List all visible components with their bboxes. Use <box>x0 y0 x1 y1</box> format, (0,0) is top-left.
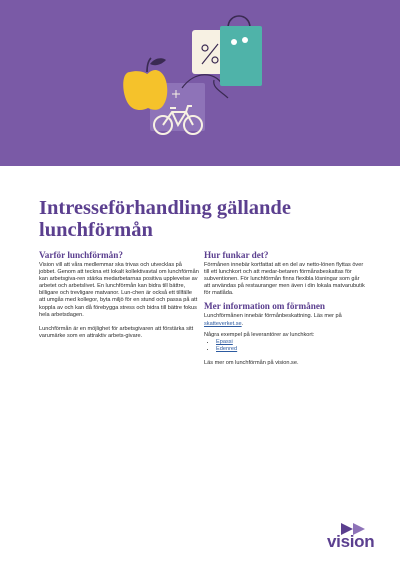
right-column <box>204 250 367 367</box>
more-info-paragraph <box>204 313 367 327</box>
section-heading-how: Hur funkar det? <box>204 250 269 260</box>
skatteverket-link[interactable]: skatteverket.se <box>204 320 242 327</box>
why-paragraph-2: Lunchförmån är en möjlighet för arbetsgivaren att förstärka sitt varumärke som en attraktiv arbets-givare. <box>39 325 194 339</box>
read-more-text: Läs mer om lunchförmån på vision.se. <box>204 359 299 366</box>
epassi-link[interactable]: Epassi <box>216 338 233 345</box>
shopping-bag-icon <box>214 16 262 98</box>
apple-icon <box>123 58 167 110</box>
section-heading-more-info: Mer information om förmånen <box>204 301 326 312</box>
how-paragraph: Förmånen innebär kortfattat att en del av netto-lönen flyttas över till ett lunchkort och att medar-betaren förmånsbeskattas för subventionen. För lunchförmån finns flexibla lösningar som går att användas på restauranger men även i din lokala matvarubutik för matlåda. <box>204 262 365 297</box>
supplier-list <box>204 339 367 353</box>
document-title: Intresseförhandling gällande lunchförmån <box>39 197 291 241</box>
logo-wordmark: vision <box>327 532 375 551</box>
supplier-item <box>216 339 367 346</box>
edenred-link[interactable]: Edenred <box>216 345 238 352</box>
more-info-text: Lunchförmånen innebär förmånbeskattning. Läs mer på <box>204 313 342 320</box>
section-heading-why: Varför lunchförmån? <box>39 250 123 260</box>
why-paragraph-1: Vision vill att våra medlemmar ska trivas och utvecklas på jobbet. Genom att teckna ett lokalt kollektivavtal om lunchförmån kan arbetsgiva-ren stärka medarbetarnas positiva upplevelse av arbetet och arbetslivet. En lunchförmån kan bidra till bättre, billigare och trevligare matvanor. Lun-chen är också ett tillfälle att umgås med kollegor, byta miljö för en stund och passa på att koppla av och kan då förebygga stress och bidra till bättre fokus hela arbetsdagen. <box>39 262 199 318</box>
left-column <box>39 250 199 340</box>
supplier-item <box>216 346 367 353</box>
suppliers-intro: Några exempel på leverantörer av lunchkort: <box>204 331 315 338</box>
hero-artwork <box>0 0 400 166</box>
vision-logo <box>327 523 387 553</box>
more-info-period: . <box>241 320 244 327</box>
hero-illustration <box>0 0 400 166</box>
